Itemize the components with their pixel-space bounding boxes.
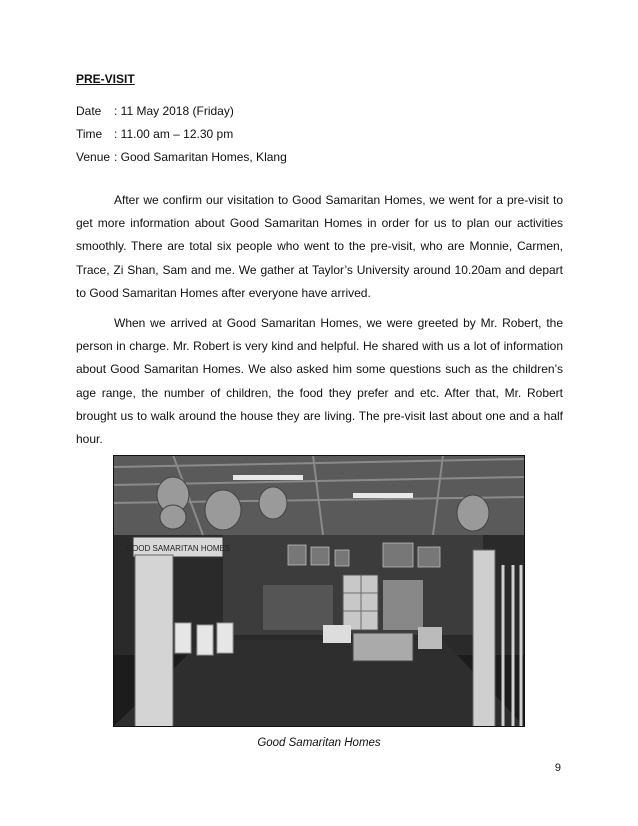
photo-caption: Good Samaritan Homes (257, 737, 381, 749)
date-label: Date (76, 104, 102, 118)
time-row (76, 127, 233, 141)
time-value: : 11.00 am – 12.30 pm (114, 127, 234, 141)
good-samaritan-homes-photo (113, 455, 525, 727)
paragraph-2-text: When we arrived at Good Samaritan Homes, we were greeted by Mr. Robert, the person in charge. Mr. Robert is very kind and helpful. He shared with us a lot of information about Good Samaritan Homes. We also asked him some questions such as the children’s age range, the number of children, the food they prefer and etc. After that, Mr. Robert brought us to walk around the house they are living. The pre-visit last about one and a half hour. (76, 316, 563, 447)
section-heading: PRE-VISIT (76, 72, 135, 86)
venue-label: Venue (76, 150, 111, 164)
paragraph-1-text: After we confirm our visitation to Good Samaritan Homes, we went for a pre-visit to get more information about Good Samaritan Homes in order for us to plan our activities smoothly. There are total six people who went to the pre-visit, who are Monnie, Carmen, Trace, Zi Shan, Sam and me. We gather at Taylor’s University around 10.20am and depart to Good Samaritan Homes after everyone have arrived. (76, 193, 563, 300)
paragraph-2 (76, 312, 563, 451)
date-row (76, 104, 234, 118)
venue-value: : Good Samaritan Homes, Klang (114, 150, 287, 164)
date-value: : 11 May 2018 (Friday) (114, 104, 234, 118)
paragraph-1 (76, 189, 563, 305)
venue-row (76, 150, 287, 164)
photo-sign-text: GOOD SAMARITAN HOMES (125, 544, 231, 553)
time-label: Time (76, 127, 103, 141)
page-number: 9 (554, 762, 561, 774)
